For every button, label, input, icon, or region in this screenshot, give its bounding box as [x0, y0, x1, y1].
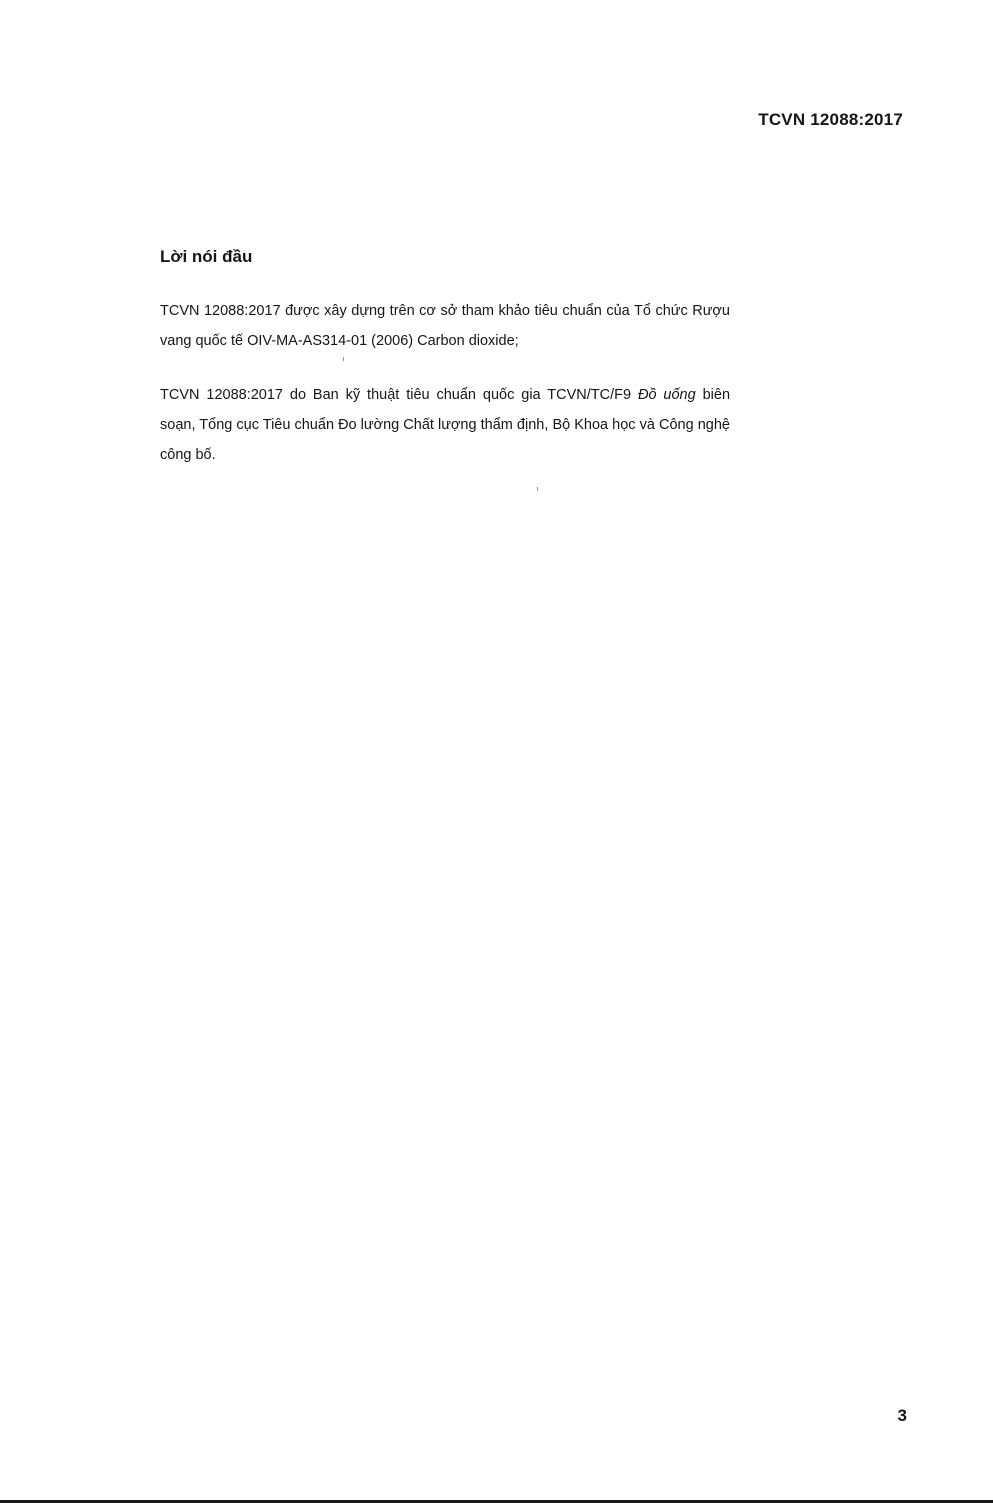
page-number: 3 — [897, 1406, 907, 1425]
scan-speck — [537, 487, 538, 491]
foreword-title: Lời nói đầu — [160, 247, 253, 266]
paragraph-2-lead: TCVN 12088:2017 do Ban kỹ thuật tiêu chuẩn quốc gia TCVN/TC/F9 — [160, 387, 632, 403]
scan-speck — [343, 357, 344, 361]
foreword-paragraph-1: TCVN 12088:2017 được xây dựng trên cơ sở tham khảo tiêu chuẩn của Tổ chức Rượu vang quốc tế OIV-MA-AS314-01 (2006) Carbon dioxide; — [160, 303, 730, 349]
standard-code-header: TCVN 12088:2017 — [758, 110, 903, 129]
paragraph-2-italic-term: Đồ uống — [637, 387, 696, 403]
paragraph-2-rest: biên soạn, Tổng cục Tiêu chuẩn Đo lường Chất lượng thẩm định, Bộ Khoa học và Công nghệ công bố. — [160, 387, 731, 463]
foreword-paragraph-2 — [160, 380, 730, 470]
